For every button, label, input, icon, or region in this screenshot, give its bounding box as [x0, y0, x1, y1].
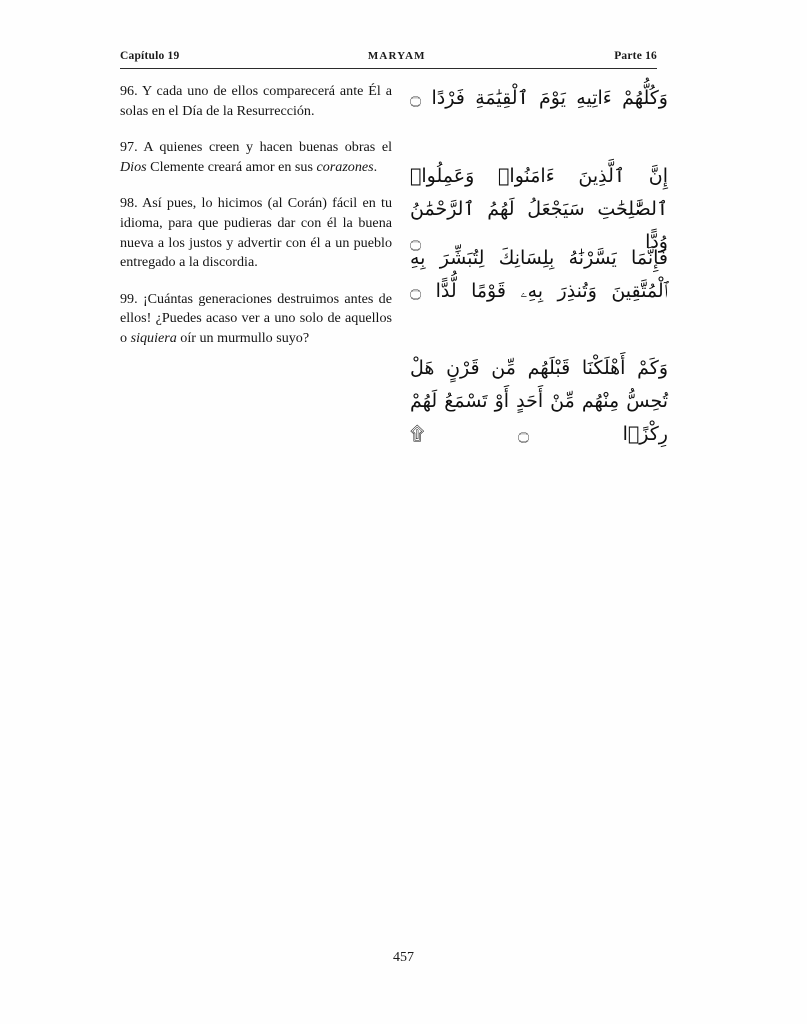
verse-paragraph-98	[120, 194, 392, 272]
verse-98-text: 98. Así pues, lo hicimos (al Corán) fácil en tu idioma, para que pudieras dar con él la buena nueva a los justos y advertir con él a un pueblo entregado a la discordia.	[120, 195, 392, 271]
verse-99-text: 99. ¡Cuántas generaciones destruimos antes de ellos! ¿Puedes acaso ver a uno solo de aquellos o siquiera oír un murmullo suyo?	[120, 290, 392, 346]
header-surah-name: MARYAM	[367, 50, 426, 62]
arabic-verse-block-4	[410, 352, 668, 451]
page-number: 457	[393, 950, 414, 965]
verse-96-text: 96. Y cada uno de ellos comparecerá ante Él a solas en el Día de la Resurrección.	[120, 83, 392, 119]
arabic-verse-4-text: وَكَمْ أَهْلَكْنَا قَبْلَهُم مِّن قَرْنٍ هَلْ تُحِسُّ مِنْهُم مِّنْ أَحَدٍ أَوْ تَسْمَعُ لَهُمْ رِكْزًۢا ۝ ۩	[410, 357, 668, 445]
header-divider-rule	[120, 68, 657, 69]
emphasis: siquiera	[130, 329, 177, 346]
arabic-verse-3-text: فَإِنَّمَا يَسَّرْنَٰهُ بِلِسَانِكَ لِتُبَشِّرَ بِهِ ٱلْمُتَّقِينَ وَتُنذِرَ بِهِۦ قَوْمًا لُّدًّا ۝	[410, 247, 668, 302]
folio	[0, 950, 807, 966]
arabic-verse-1-text: وَكُلُّهُمْ ءَاتِيهِ يَوْمَ ٱلْقِيَٰمَةِ فَرْدًا ۝	[410, 87, 668, 109]
verse-paragraph-97	[120, 138, 392, 177]
verse-paragraph-96	[120, 82, 392, 121]
spanish-translation-column	[120, 82, 392, 349]
emphasis: Dios	[120, 158, 147, 175]
arabic-verse-2-text: إِنَّ ٱلَّذِينَ ءَامَنُوا۟ وَعَمِلُوا۟ ٱلصَّٰلِحَٰتِ سَيَجْعَلُ لَهُمُ ٱلرَّحْمَٰنُ وُدًّا ۝	[410, 165, 668, 253]
arabic-verse-block-3	[410, 242, 668, 308]
page-body	[0, 82, 807, 482]
running-header	[120, 50, 657, 68]
header-chapter-label: Capítulo 19	[120, 50, 180, 62]
header-part-label: Parte 16	[614, 50, 657, 62]
verse-97-text: 97. A quienes creen y hacen buenas obras el Dios Clemente creará amor en sus corazones.	[120, 139, 392, 175]
emphasis: corazones	[316, 158, 374, 175]
arabic-verse-block-1	[410, 82, 668, 115]
verse-paragraph-99	[120, 290, 392, 349]
